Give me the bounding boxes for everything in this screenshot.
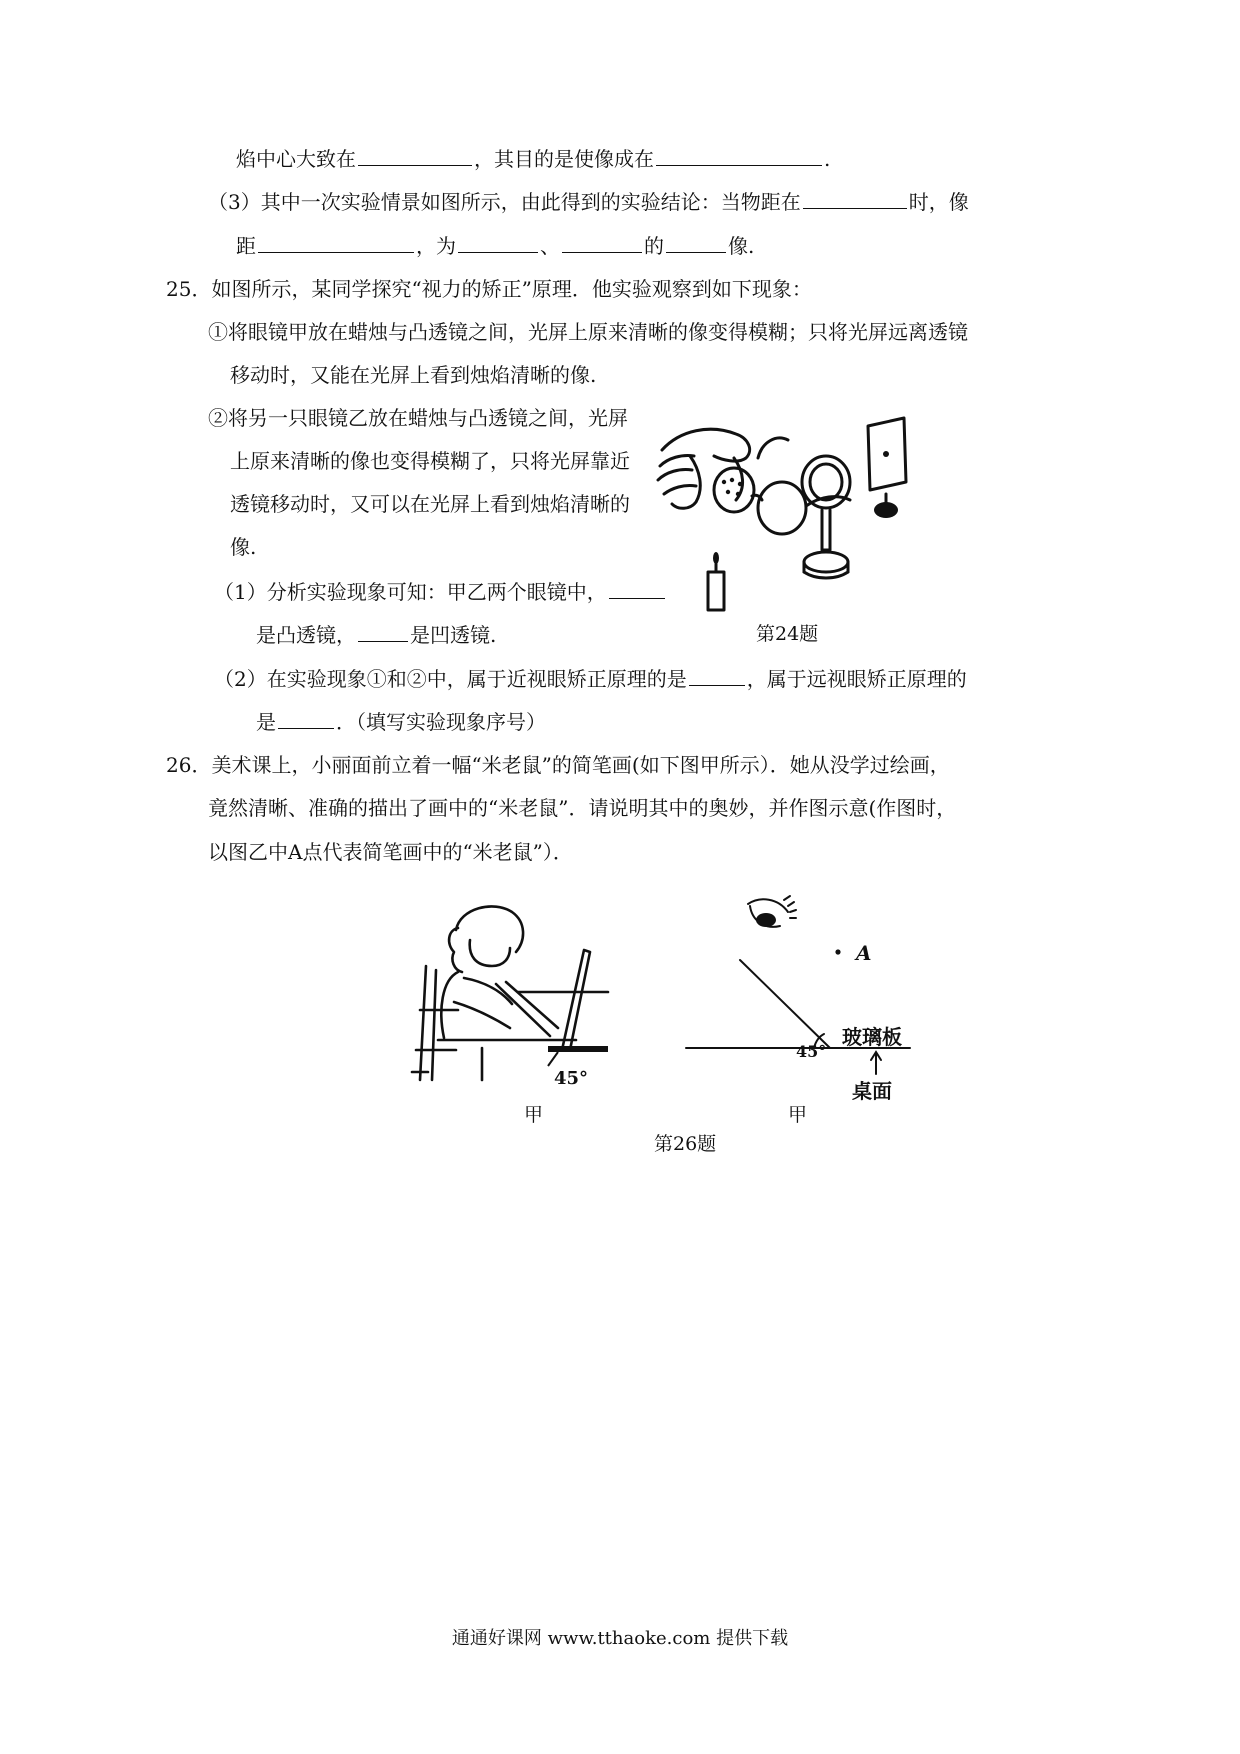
q26-line-3: 以图乙中A点代表简笔画中的“米老鼠”）． xyxy=(208,840,573,864)
point-a-marker xyxy=(835,949,840,954)
lens-stand-icon xyxy=(804,552,848,572)
fig26-table-label: 桌面 xyxy=(852,1079,892,1103)
q25-observation-2-cont3: 像. xyxy=(230,535,257,559)
q24-line-2: （3）其中一次实验情景如图所示，由此得到的实验结论：当物距在 时，像 xyxy=(208,186,969,217)
q24-line-1: 焰中心大致在 ，其目的是使像成在 . xyxy=(236,143,830,174)
answer-blank[interactable] xyxy=(258,230,414,253)
answer-blank[interactable] xyxy=(562,230,642,253)
screen-base-icon xyxy=(874,502,898,518)
q24-line-3: 距 ，为 、 的 像. xyxy=(236,230,754,261)
fig26-left-angle: 45° xyxy=(554,1068,589,1089)
glass-plate-line xyxy=(740,960,830,1048)
q25-observation-1: ①将眼镜甲放在蜡烛与凸透镜之间，光屏上原来清晰的像变得模糊；只将光屏远离透镜 xyxy=(208,320,968,344)
q25-sub-1-cont: 是凸透镜， 是凹透镜. xyxy=(256,619,496,650)
fig26-glass-label: 玻璃板 xyxy=(842,1025,902,1049)
answer-blank[interactable] xyxy=(358,619,408,642)
answer-blank[interactable] xyxy=(803,186,907,209)
answer-blank[interactable] xyxy=(666,230,726,253)
answer-blank[interactable] xyxy=(458,230,538,253)
q26-line-1: 26．美术课上，小丽面前立着一幅“米老鼠”的简笔画(如下图甲所示）．她从没学过绘画， xyxy=(166,753,950,777)
figure-24-caption: 第24题 xyxy=(756,623,819,645)
figure-26-caption: 第26题 xyxy=(654,1133,717,1155)
q25-sub-2: （2）在实验现象①和②中，属于近视眼矫正原理的是 ，属于远视眼矫正原理的 xyxy=(214,663,967,694)
answer-blank[interactable] xyxy=(278,706,334,729)
fig26-left-label: 甲 xyxy=(524,1104,544,1126)
figure-24-lens-experiment xyxy=(650,410,940,615)
answer-blank[interactable] xyxy=(358,143,472,166)
answer-blank[interactable] xyxy=(689,663,745,686)
q25-sub-2-cont: 是 ．（填写实验现象序号） xyxy=(256,706,546,737)
eye-icon xyxy=(748,899,788,912)
page-footer: 通通好课网 www.tthaoke.com 提供下载 xyxy=(451,1628,789,1649)
q25-observation-2-cont1: 上原来清晰的像也变得模糊了，只将光屏靠近 xyxy=(230,449,630,473)
answer-blank[interactable] xyxy=(656,143,822,166)
candle-icon xyxy=(708,572,724,610)
glass-plate-icon xyxy=(562,950,590,1050)
q25-sub-1: （1）分析实验现象可知：甲乙两个眼镜中， xyxy=(214,576,667,607)
q26-line-2: 竟然清晰、准确的描出了画中的“米老鼠”．请说明其中的奥妙，并作图示意(作图时， xyxy=(208,796,957,820)
q25-observation-2-cont2: 透镜移动时，又可以在光屏上看到烛焰清晰的 xyxy=(230,492,630,516)
glasses-lens-icon xyxy=(758,482,806,534)
q25-intro: 25．如图所示，某同学探究“视力的矫正”原理．他实验观察到如下现象： xyxy=(166,277,812,301)
glasses-lens-icon xyxy=(714,468,754,512)
desk-surface xyxy=(548,1046,608,1052)
fig26-point-label: A xyxy=(856,941,872,965)
figure-26-girl-drawing xyxy=(398,900,608,1090)
hair-icon xyxy=(456,906,523,952)
q25-observation-1-cont: 移动时，又能在光屏上看到烛焰清晰的像. xyxy=(230,363,597,387)
fig26-right-angle: 45° xyxy=(796,1042,827,1061)
q25-observation-2: ②将另一只眼镜乙放在蜡烛与凸透镜之间，光屏 xyxy=(208,406,628,430)
fig26-right-label: 甲 xyxy=(788,1104,808,1126)
flame-icon xyxy=(713,552,719,564)
